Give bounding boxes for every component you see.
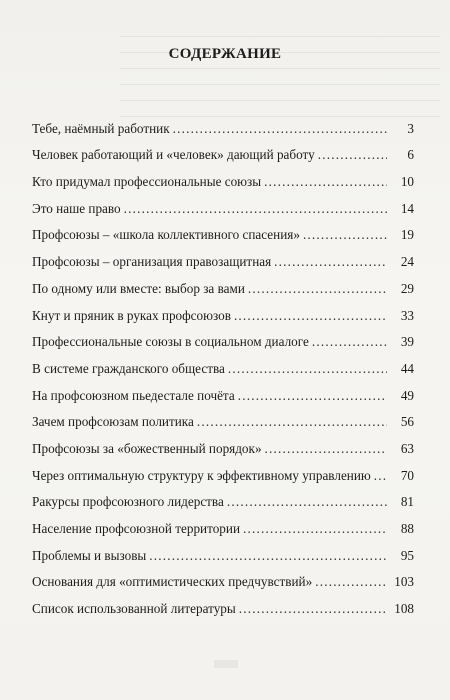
toc-entry bbox=[32, 457, 414, 484]
toc-entry-title: Профсоюзы – организация правозащитная bbox=[32, 254, 272, 270]
toc-entry-page: 49 bbox=[400, 387, 414, 403]
toc-entry-page: 103 bbox=[394, 574, 414, 590]
toc-entry-page: 3 bbox=[407, 120, 414, 136]
toc-entry bbox=[32, 537, 414, 564]
toc-entry-page: 95 bbox=[400, 547, 414, 563]
toc-entry bbox=[32, 510, 414, 537]
dot-leader bbox=[227, 494, 387, 510]
toc-entry-title: Через оптимальную структуру к эффективному управлению bbox=[32, 467, 371, 483]
dot-leader bbox=[274, 254, 387, 270]
dot-leader bbox=[264, 174, 387, 190]
toc-entry-title: Кто придумал профессиональные союзы bbox=[32, 174, 262, 190]
toc-entry-title: Проблемы и вызовы bbox=[32, 547, 147, 563]
toc-entry-page: 88 bbox=[400, 521, 414, 536]
toc-entry-title: Профсоюзы за «божественный порядок» bbox=[32, 440, 262, 456]
toc-entry bbox=[32, 297, 414, 324]
dot-leader bbox=[234, 308, 387, 324]
toc-entry-page: 24 bbox=[400, 254, 414, 270]
dot-leader bbox=[374, 468, 387, 484]
toc-entry bbox=[32, 484, 414, 511]
toc-entry-title: Ракурсы профсоюзного лидерства bbox=[32, 494, 224, 510]
toc-entry bbox=[32, 350, 414, 377]
toc-entry-page: 6 bbox=[407, 147, 414, 163]
toc-entry bbox=[32, 404, 414, 431]
toc-entry bbox=[32, 243, 414, 270]
toc-entry-title: Кнут и пряник в руках профсоюзов bbox=[32, 307, 231, 323]
toc-entry bbox=[32, 110, 414, 137]
dot-leader bbox=[248, 281, 387, 297]
toc-entry-page: 56 bbox=[400, 414, 414, 430]
toc-entry bbox=[32, 137, 414, 164]
dot-leader bbox=[124, 201, 387, 217]
toc-entry-page: 70 bbox=[400, 467, 414, 483]
toc-entry-title: Профсоюзы – «школа коллективного спасения» bbox=[32, 227, 300, 243]
toc-entry bbox=[32, 270, 414, 297]
toc-entry-title: Человек работающий и «человек» дающий работу bbox=[32, 147, 315, 163]
toc-entry-title: Зачем профсоюзам политика bbox=[32, 414, 194, 430]
dot-leader bbox=[238, 388, 387, 404]
toc-entry-page: 33 bbox=[400, 307, 414, 323]
toc-entry-page: 63 bbox=[400, 440, 414, 456]
dot-leader bbox=[173, 121, 387, 137]
dot-leader bbox=[303, 227, 387, 243]
page-title: СОДЕРЖАНИЕ bbox=[168, 46, 282, 62]
toc-entry-title: Тебе, наёмный работник bbox=[32, 120, 170, 136]
toc-entry-title: Это наше право bbox=[32, 200, 121, 216]
toc-entry-page: 19 bbox=[400, 227, 414, 243]
toc-entry bbox=[32, 324, 414, 351]
dot-leader bbox=[197, 414, 387, 430]
toc-entry bbox=[32, 190, 414, 217]
toc-entry-title: Список использованной литературы bbox=[32, 601, 236, 617]
toc-entry-page: 10 bbox=[400, 174, 414, 190]
toc-entry bbox=[32, 564, 414, 591]
toc-entry bbox=[32, 430, 414, 457]
toc-entry-page: 39 bbox=[400, 334, 414, 350]
dot-leader bbox=[149, 548, 387, 564]
dot-leader bbox=[239, 601, 387, 617]
dot-leader bbox=[265, 441, 387, 457]
toc-entry-title: Профессиональные союзы в социальном диалоге bbox=[32, 334, 309, 350]
dot-leader bbox=[312, 334, 387, 350]
dot-leader bbox=[318, 147, 387, 163]
toc-entry-page: 14 bbox=[400, 200, 414, 216]
dot-leader bbox=[228, 361, 387, 377]
table-of-contents bbox=[32, 110, 414, 617]
toc-entry-page: 81 bbox=[400, 494, 414, 510]
toc-entry-page: 44 bbox=[400, 360, 414, 376]
show-through-page-number bbox=[214, 660, 238, 668]
toc-entry bbox=[32, 377, 414, 404]
toc-entry-title: На профсоюзном пьедестале почёта bbox=[32, 387, 235, 403]
dot-leader bbox=[315, 574, 387, 590]
toc-entry-title: По одному или вместе: выбор за вами bbox=[32, 280, 245, 296]
dot-leader bbox=[243, 521, 387, 537]
toc-entry bbox=[32, 590, 414, 617]
toc-entry-page: 108 bbox=[394, 601, 414, 617]
toc-entry-title: Основания для «оптимистических предчувствий» bbox=[32, 574, 313, 590]
toc-entry-title: В системе гражданского общества bbox=[32, 360, 225, 376]
toc-entry-title: Население профсоюзной территории bbox=[32, 521, 240, 536]
toc-entry bbox=[32, 217, 414, 244]
toc-entry-page: 29 bbox=[400, 280, 414, 296]
toc-entry bbox=[32, 163, 414, 190]
